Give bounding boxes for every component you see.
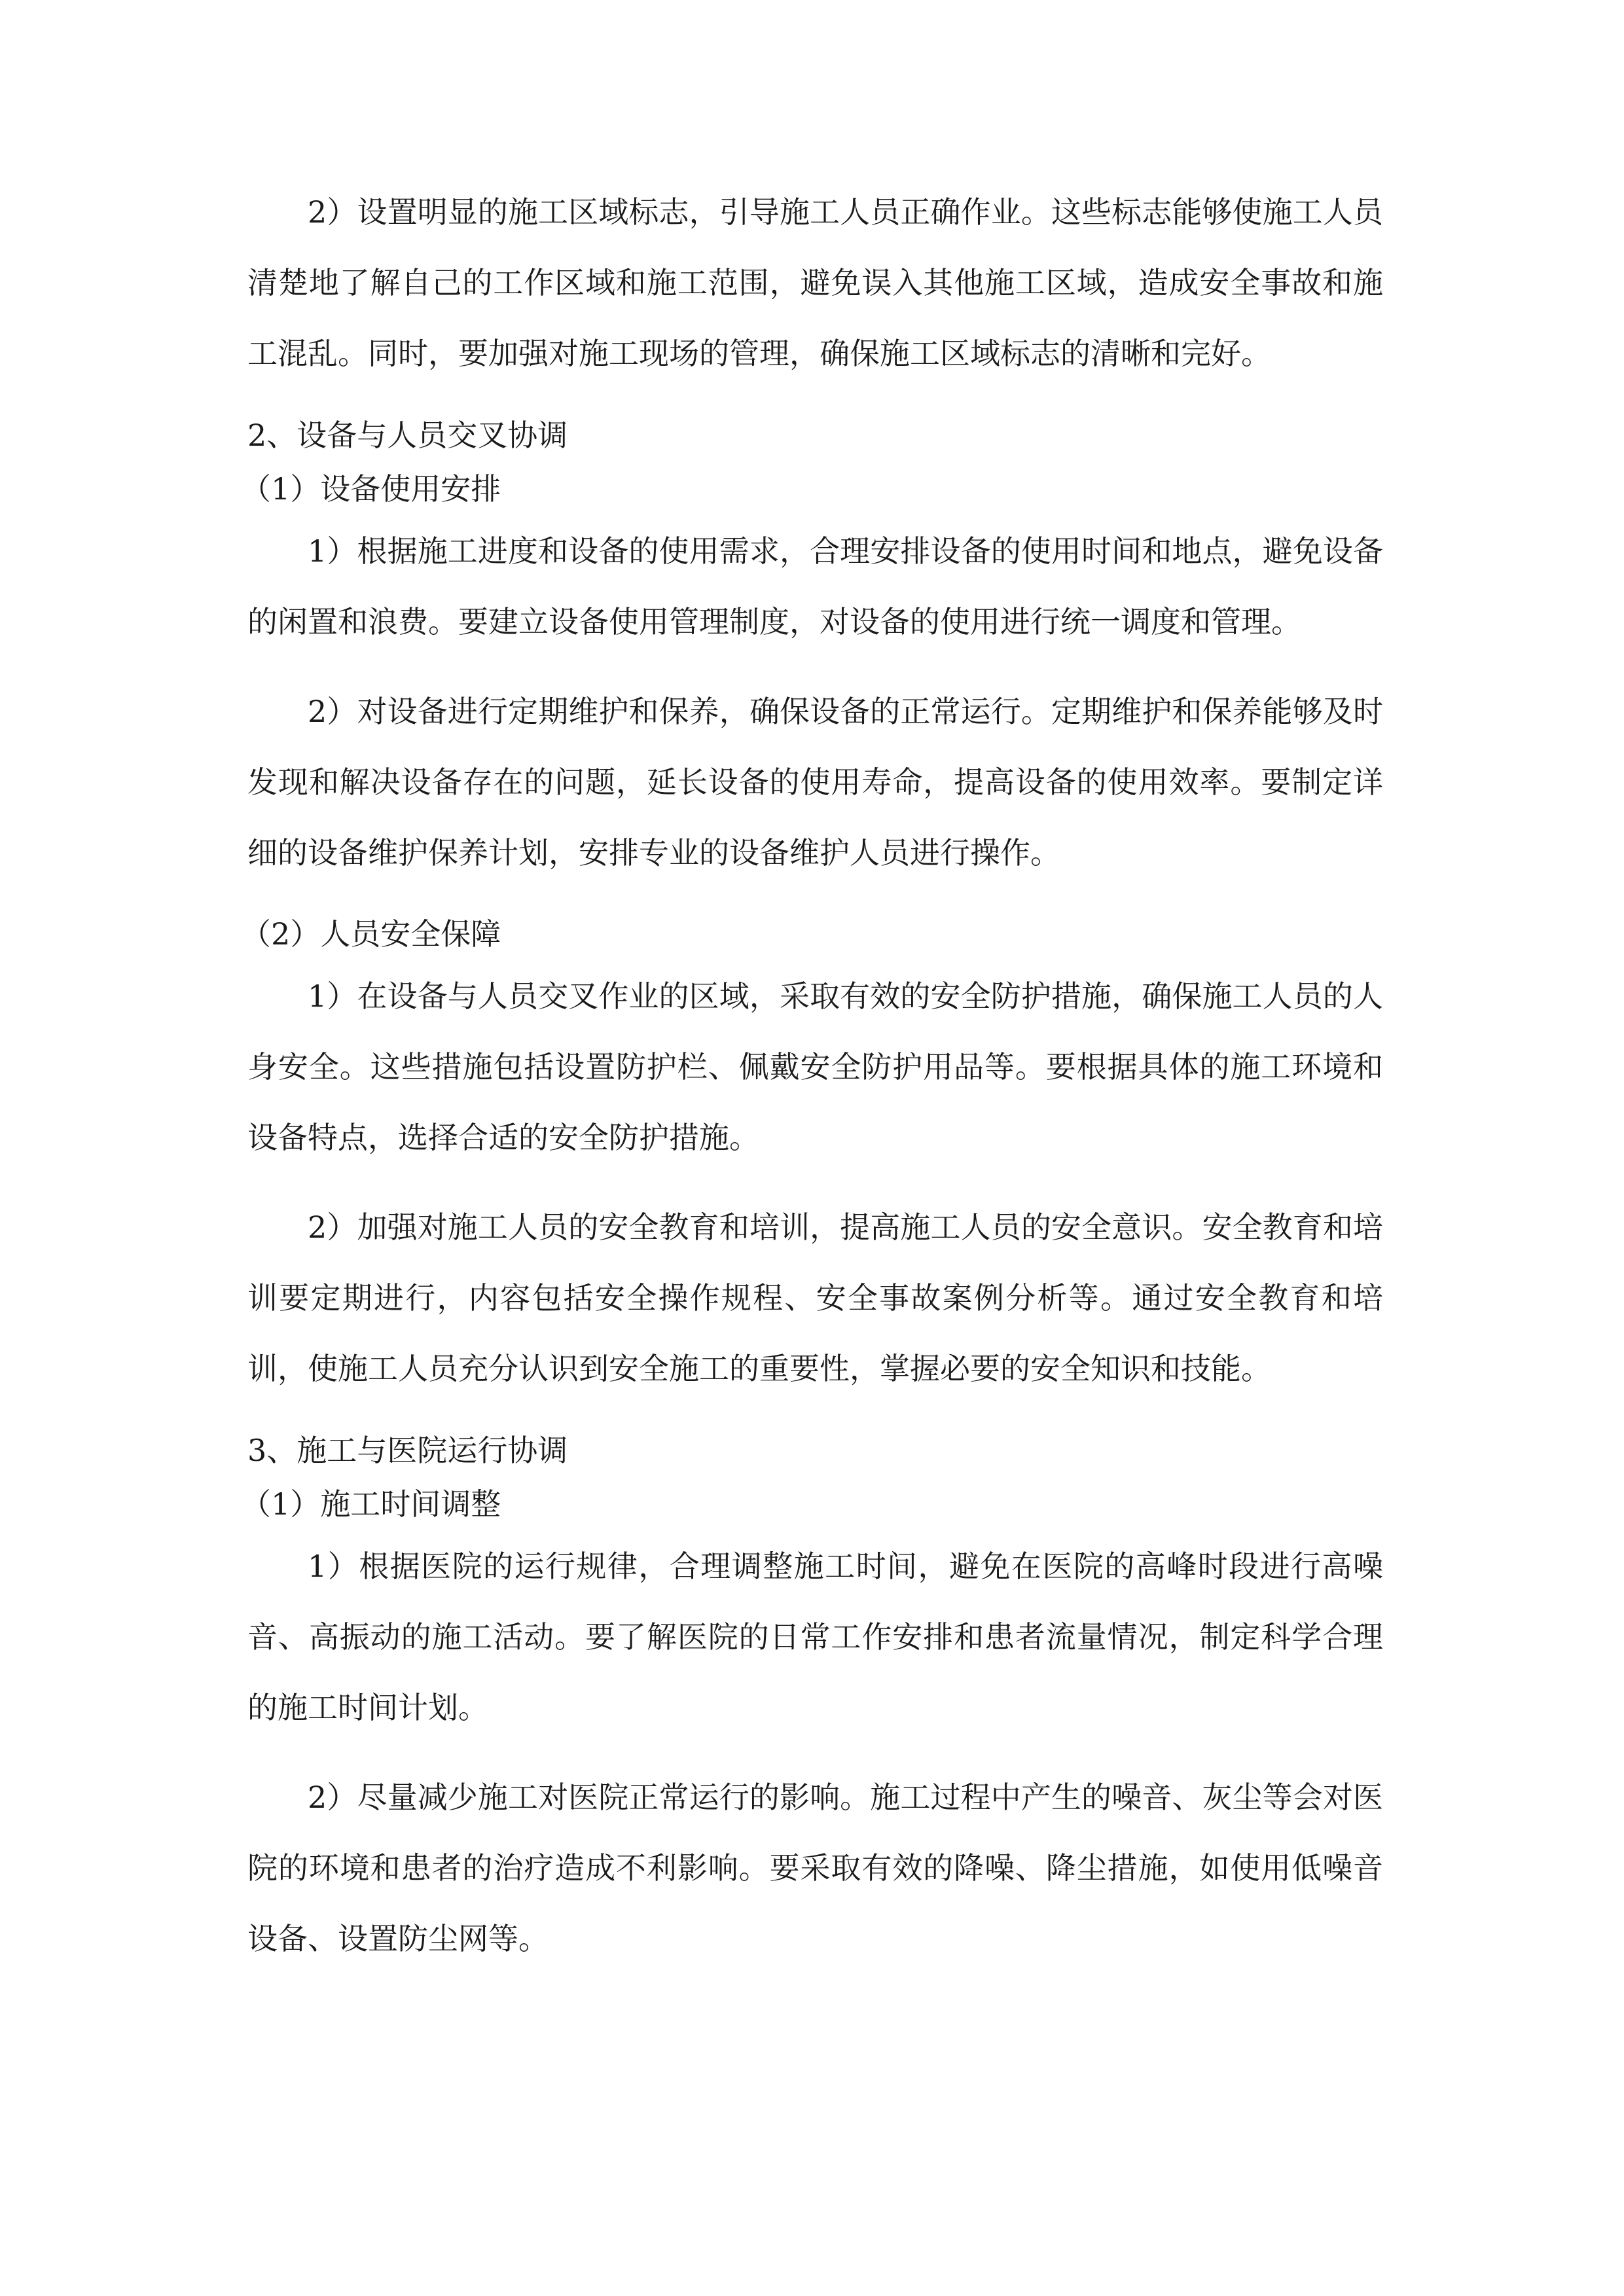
paragraph-reduce-impact: 2）尽量减少施工对医院正常运行的影响。施工过程中产生的噪音、灰尘等会对医院的环境和患者的治疗造成不利影响。要采取有效的降噪、降尘措施，如使用低噪音设备、设置防尘网等。 <box>247 1780 1383 1956</box>
paragraph-equipment-scheduling: 1）根据施工进度和设备的使用需求，合理安排设备的使用时间和地点，避免设备的闲置和浪费。要建立设备使用管理制度，对设备的使用进行统一调度和管理。 <box>247 533 1383 639</box>
section-heading-hospital-operation: 3、施工与医院运行协调 <box>247 1433 568 1468</box>
subsection-title-equipment-use: （1）设备使用安排 <box>241 471 501 507</box>
paragraph-time-adjustment: 1）根据医院的运行规律，合理调整施工时间，避免在医院的高峰时段进行高噪音、高振动的施工活动。要了解医院的日常工作安排和患者流量情况，制定科学合理的施工时间计划。 <box>247 1549 1383 1725</box>
paragraph-safety-measures: 1）在设备与人员交叉作业的区域，采取有效的安全防护措施，确保施工人员的人身安全。这些措施包括设置防护栏、佩戴安全防护用品等。要根据具体的施工环境和设备特点，选择合适的安全防护措施。 <box>247 978 1383 1155</box>
document-page <box>241 177 1383 1993</box>
section-heading-equipment-personnel: 2、设备与人员交叉协调 <box>247 418 568 453</box>
paragraph-construction-zone-signs: 2）设置明显的施工区域标志，引导施工人员正确作业。这些标志能够使施工人员清楚地了解自己的工作区域和施工范围，避免误入其他施工区域，造成安全事故和施工混乱。同时，要加强对施工现场的管理，确保施工区域标志的清晰和完好。 <box>247 194 1383 371</box>
paragraph-safety-training: 2）加强对施工人员的安全教育和培训，提高施工人员的安全意识。安全教育和培训要定期进行，内容包括安全操作规程、安全事故案例分析等。通过安全教育和培训，使施工人员充分认识到安全施工的重要性，掌握必要的安全知识和技能。 <box>247 1210 1383 1386</box>
subsection-title-construction-time: （1）施工时间调整 <box>241 1486 501 1522</box>
subsection-title-personnel-safety: （2）人员安全保障 <box>241 916 501 952</box>
paragraph-equipment-maintenance: 2）对设备进行定期维护和保养，确保设备的正常运行。定期维护和保养能够及时发现和解决设备存在的问题，延长设备的使用寿命，提高设备的使用效率。要制定详细的设备维护保养计划，安排专业的设备维护人员进行操作。 <box>247 694 1383 870</box>
